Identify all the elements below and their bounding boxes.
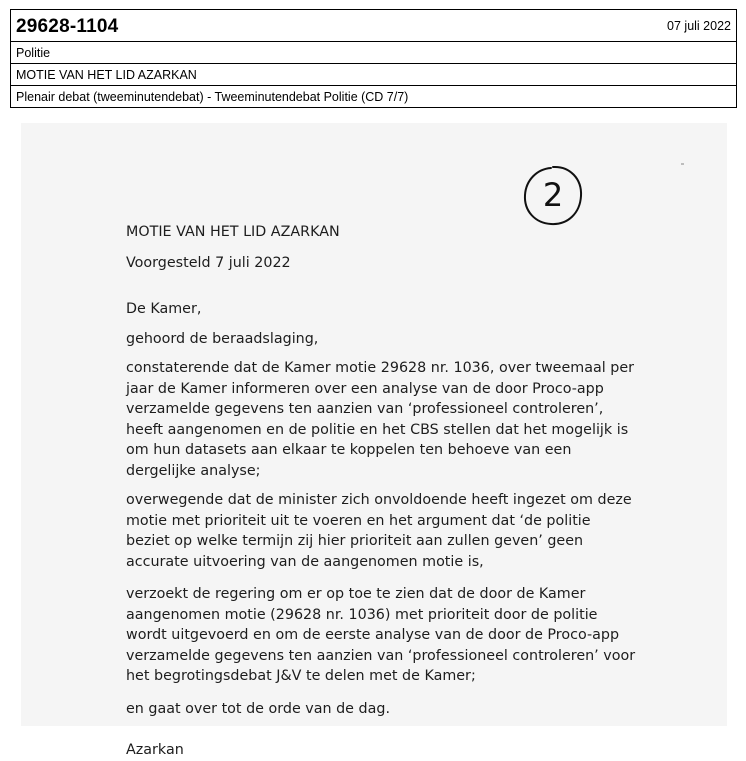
stamp-number: 2 <box>542 176 564 214</box>
scan-speck <box>681 163 684 165</box>
paragraph-line: aangenomen motie (29628 nr. 1036) met prioriteit door de politie <box>126 606 598 623</box>
paragraph-line: verzamelde gegevens ten aanzien van ‘professioneel controleren’ voor <box>126 647 636 664</box>
paragraph-overwegende <box>126 490 646 572</box>
proposed-date: Voorgesteld 7 juli 2022 <box>126 254 291 271</box>
document-date: 07 juli 2022 <box>667 19 731 33</box>
paragraph-line: overwegende dat de minister zich onvoldoende heeft ingezet om deze <box>126 492 632 508</box>
committee-row <box>11 41 736 63</box>
handwritten-number-stamp <box>520 163 586 229</box>
debate-label: Plenair debat (tweeminutendebat) - Tweeminutendebat Politie (CD 7/7) <box>16 89 409 104</box>
motion-text <box>126 222 646 761</box>
closing-line: en gaat over tot de orde van de dag. <box>126 700 390 717</box>
paragraph-line: het begrotingsdebat J&V te delen met de Kamer; <box>126 668 476 684</box>
scanned-document <box>21 123 727 758</box>
motion-title-label: MOTIE VAN HET LID AZARKAN <box>16 67 197 82</box>
paragraph-line: om hun datasets aan elkaar te koppelen ten behoeve van een <box>126 442 572 458</box>
paragraph-line: accurate uitvoering van de aangenomen motie is, <box>126 553 484 570</box>
paragraph-line: verzamelde gegevens ten aanzien van ‘professioneel controleren’, <box>126 401 604 417</box>
paragraph-verzoekt <box>126 584 646 687</box>
paragraph-line: beziet op welke termijn zij hier prioriteit aan zullen geven’ geen <box>126 533 584 549</box>
title-row <box>11 63 736 85</box>
motion-heading: MOTIE VAN HET LID AZARKAN <box>126 224 340 240</box>
signature: Azarkan <box>126 742 184 758</box>
paragraph-line: verzoekt de regering om er op toe te zien dat de door de Kamer <box>126 586 586 602</box>
paragraph-line: jaar de Kamer informeren over een analyse van de door Proco-app <box>126 380 604 397</box>
salutation: De Kamer, <box>126 301 202 317</box>
paragraph-constaterende <box>126 358 646 481</box>
header-top-row <box>11 10 736 41</box>
paragraph-line: wordt uitgevoerd en om de eerste analyse van de door de Proco-app <box>126 627 620 643</box>
committee-label: Politie <box>16 45 51 60</box>
paragraph-line: dergelijke analyse; <box>126 462 261 479</box>
paragraph-line: motie met prioriteit uit te voeren en het argument dat ‘de politie <box>126 512 591 529</box>
paragraph-line: heeft aangenomen en de politie en het CBS stellen dat het mogelijk is <box>126 421 629 438</box>
heard-line: gehoord de beraadslaging, <box>126 330 319 347</box>
document-number: 29628-1104 <box>16 16 119 37</box>
document-header <box>10 9 737 108</box>
debate-row <box>11 85 736 107</box>
paragraph-line: constaterende dat de Kamer motie 29628 nr. 1036, over tweemaal per <box>126 360 634 376</box>
